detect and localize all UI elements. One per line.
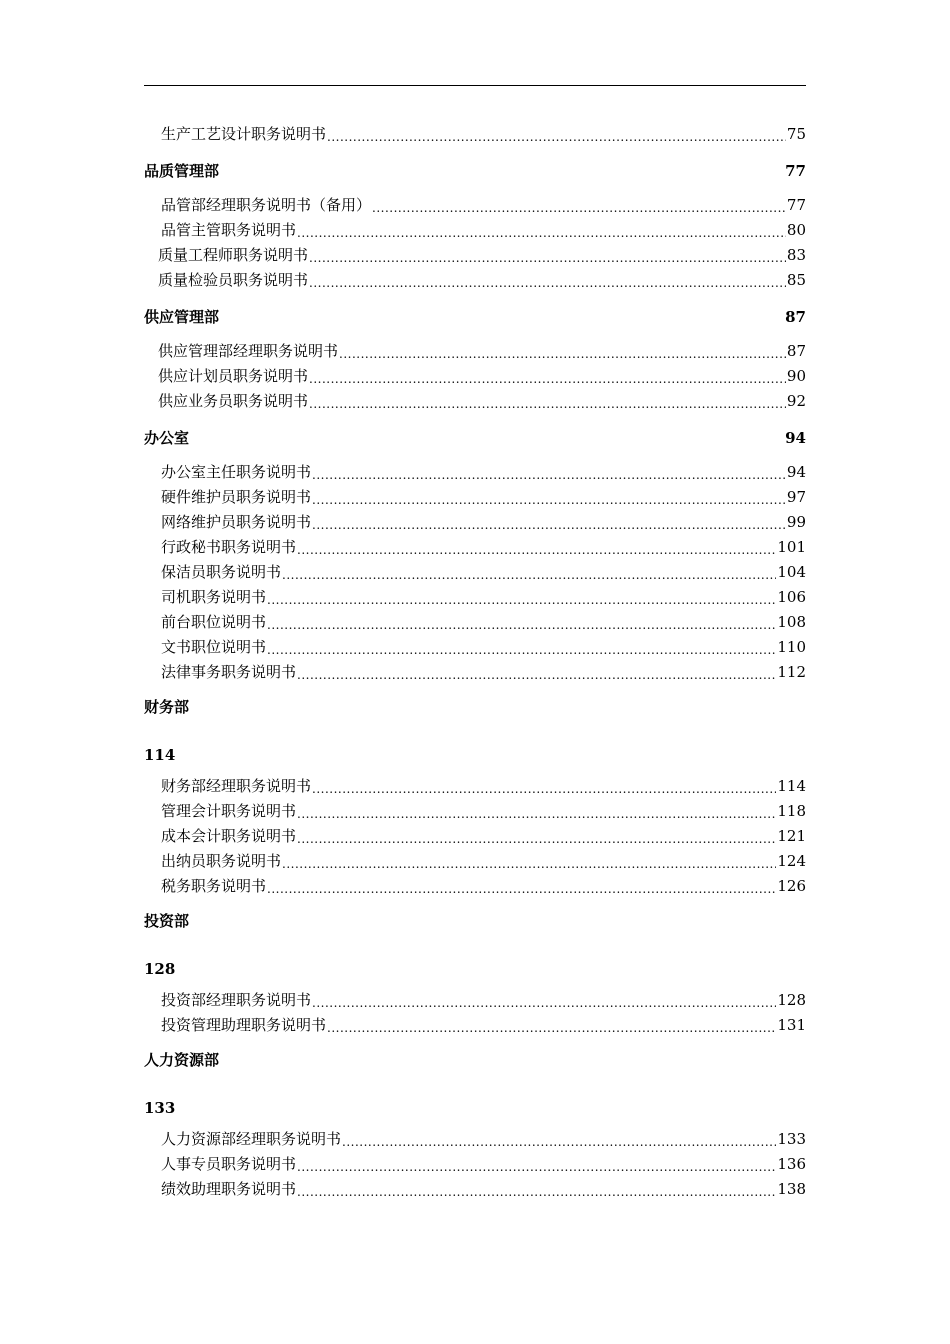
toc-leader-dots <box>339 344 786 364</box>
header-rule <box>144 85 806 86</box>
toc-entry-label: 人事专员职务说明书 <box>161 1155 297 1173</box>
toc-entry-page: 94 <box>786 463 806 481</box>
toc-entry-label: 财务部经理职务说明书 <box>161 777 312 795</box>
toc-entry-page: 85 <box>786 271 806 289</box>
toc-section-page: 94 <box>785 429 806 447</box>
toc-entry-page: 138 <box>777 1180 806 1198</box>
toc-leader-dots <box>297 1157 776 1177</box>
toc-entry-label: 供应计划员职务说明书 <box>158 367 309 385</box>
toc-section-title: 供应管理部 <box>144 308 220 326</box>
toc-leader-dots <box>309 248 786 268</box>
toc-section-page: 114 <box>144 746 176 764</box>
toc-entry[interactable] <box>144 389 806 414</box>
toc-entry-page: 83 <box>786 246 806 264</box>
toc-entry[interactable] <box>144 268 806 293</box>
toc-entry[interactable] <box>144 1152 806 1177</box>
toc-entry-label: 文书职位说明书 <box>161 638 267 656</box>
toc-entry[interactable] <box>144 1127 806 1152</box>
toc-leader-dots <box>267 640 776 660</box>
toc-entry[interactable] <box>144 799 806 824</box>
toc-entry-page: 121 <box>777 827 806 845</box>
toc-entry-page: 97 <box>786 488 806 506</box>
toc-entry-label: 品管部经理职务说明书（备用） <box>161 196 372 214</box>
toc-entry-label: 质量检验员职务说明书 <box>158 271 309 289</box>
toc-leader-dots <box>267 615 776 635</box>
toc-section-heading[interactable] <box>144 149 806 193</box>
toc-entry-label: 成本会计职务说明书 <box>161 827 297 845</box>
toc-entry[interactable] <box>144 610 806 635</box>
toc-section-heading[interactable] <box>144 416 806 460</box>
toc-section-title: 财务部 <box>144 698 190 716</box>
toc-leader-dots <box>312 993 776 1013</box>
toc-entry-page: 106 <box>777 588 806 606</box>
toc-leader-dots <box>297 665 776 685</box>
toc-entry[interactable] <box>144 660 806 685</box>
toc-section-title: 投资部 <box>144 912 190 930</box>
toc-entry-page: 114 <box>777 777 806 795</box>
toc-entry[interactable] <box>144 243 806 268</box>
toc-entry-label: 供应业务员职务说明书 <box>158 392 309 410</box>
toc-entry[interactable] <box>144 824 806 849</box>
toc-entry[interactable] <box>144 364 806 389</box>
toc-entry-page: 124 <box>777 852 806 870</box>
toc-entry-page: 99 <box>786 513 806 531</box>
toc-entry[interactable] <box>144 585 806 610</box>
toc-entry-page: 110 <box>777 638 806 656</box>
toc-leader-dots <box>309 394 786 414</box>
toc-leader-dots <box>297 223 786 243</box>
toc-entry-label: 法律事务职务说明书 <box>161 663 297 681</box>
toc-entry-label: 网络维护员职务说明书 <box>161 513 312 531</box>
toc-entry-label: 税务职务说明书 <box>161 877 267 895</box>
toc-entry-page: 126 <box>777 877 806 895</box>
toc-entry-page: 133 <box>777 1130 806 1148</box>
table-of-contents <box>144 122 806 1202</box>
toc-entry[interactable] <box>144 774 806 799</box>
toc-leader-dots <box>327 127 786 147</box>
toc-section-page: 128 <box>144 960 176 978</box>
toc-entry[interactable] <box>144 535 806 560</box>
toc-leader-dots <box>372 198 786 218</box>
toc-entry-page: 80 <box>786 221 806 239</box>
toc-entry-label: 行政秘书职务说明书 <box>161 538 297 556</box>
toc-entry[interactable] <box>144 218 806 243</box>
toc-section-heading[interactable] <box>144 295 806 339</box>
toc-entry-page: 104 <box>777 563 806 581</box>
toc-leader-dots <box>297 1182 776 1202</box>
toc-entry-label: 生产工艺设计职务说明书 <box>161 125 327 143</box>
toc-entry-page: 131 <box>777 1016 806 1034</box>
toc-entry-label: 投资部经理职务说明书 <box>161 991 312 1009</box>
toc-entry-page: 75 <box>786 125 806 143</box>
toc-entry-label: 硬件维护员职务说明书 <box>161 488 312 506</box>
toc-entry[interactable] <box>144 510 806 535</box>
toc-leader-dots <box>309 369 786 389</box>
toc-entry-label: 品管主管职务说明书 <box>161 221 297 239</box>
toc-leader-dots <box>267 879 776 899</box>
toc-entry[interactable] <box>144 560 806 585</box>
toc-leader-dots <box>309 273 786 293</box>
toc-entry-page: 118 <box>777 802 806 820</box>
toc-section-title: 办公室 <box>144 429 190 447</box>
toc-entry-label: 管理会计职务说明书 <box>161 802 297 820</box>
toc-leader-dots <box>312 515 786 535</box>
toc-entry-page: 128 <box>777 991 806 1009</box>
toc-entry-label: 前台职位说明书 <box>161 613 267 631</box>
toc-entry-label: 投资管理助理职务说明书 <box>161 1016 327 1034</box>
toc-entry-page: 92 <box>786 392 806 410</box>
toc-entry-page: 101 <box>777 538 806 556</box>
toc-section-title: 人力资源部 <box>144 1051 220 1069</box>
toc-section-page: 87 <box>785 308 806 326</box>
toc-leader-dots <box>282 565 776 585</box>
toc-entry[interactable] <box>144 485 806 510</box>
toc-entry[interactable] <box>144 339 806 364</box>
toc-leader-dots <box>312 465 786 485</box>
toc-entry[interactable] <box>144 1013 806 1038</box>
toc-entry-label: 质量工程师职务说明书 <box>158 246 309 264</box>
toc-entry[interactable] <box>144 193 806 218</box>
toc-entry[interactable] <box>144 849 806 874</box>
toc-entry-page: 77 <box>786 196 806 214</box>
toc-leader-dots <box>297 540 776 560</box>
toc-entry-label: 供应管理部经理职务说明书 <box>158 342 339 360</box>
toc-entry-page: 112 <box>777 663 806 681</box>
toc-leader-dots <box>327 1018 776 1038</box>
toc-leader-dots <box>312 490 786 510</box>
toc-entry[interactable] <box>144 122 806 147</box>
toc-entry-page: 136 <box>777 1155 806 1173</box>
toc-entry-page: 108 <box>777 613 806 631</box>
toc-leader-dots <box>267 590 776 610</box>
toc-section-page: 133 <box>144 1099 176 1117</box>
toc-section-heading[interactable] <box>144 694 806 768</box>
toc-leader-dots <box>312 779 776 799</box>
toc-leader-dots <box>297 829 776 849</box>
toc-entry-page: 87 <box>786 342 806 360</box>
toc-section-heading[interactable] <box>144 908 806 982</box>
toc-section-title: 品质管理部 <box>144 162 220 180</box>
toc-section-page: 77 <box>785 162 806 180</box>
toc-entry[interactable] <box>144 635 806 660</box>
toc-entry[interactable] <box>144 1177 806 1202</box>
toc-entry-page: 90 <box>786 367 806 385</box>
toc-entry[interactable] <box>144 988 806 1013</box>
toc-entry[interactable] <box>144 460 806 485</box>
toc-section-heading[interactable] <box>144 1047 806 1121</box>
toc-entry-label: 出纳员职务说明书 <box>161 852 282 870</box>
toc-leader-dots <box>282 854 776 874</box>
toc-entry-label: 司机职务说明书 <box>161 588 267 606</box>
toc-entry-label: 绩效助理职务说明书 <box>161 1180 297 1198</box>
toc-leader-dots <box>297 804 776 824</box>
toc-entry-label: 办公室主任职务说明书 <box>161 463 312 481</box>
toc-leader-dots <box>342 1132 776 1152</box>
toc-entry-label: 保洁员职务说明书 <box>161 563 282 581</box>
toc-entry[interactable] <box>144 874 806 899</box>
toc-entry-label: 人力资源部经理职务说明书 <box>161 1130 342 1148</box>
